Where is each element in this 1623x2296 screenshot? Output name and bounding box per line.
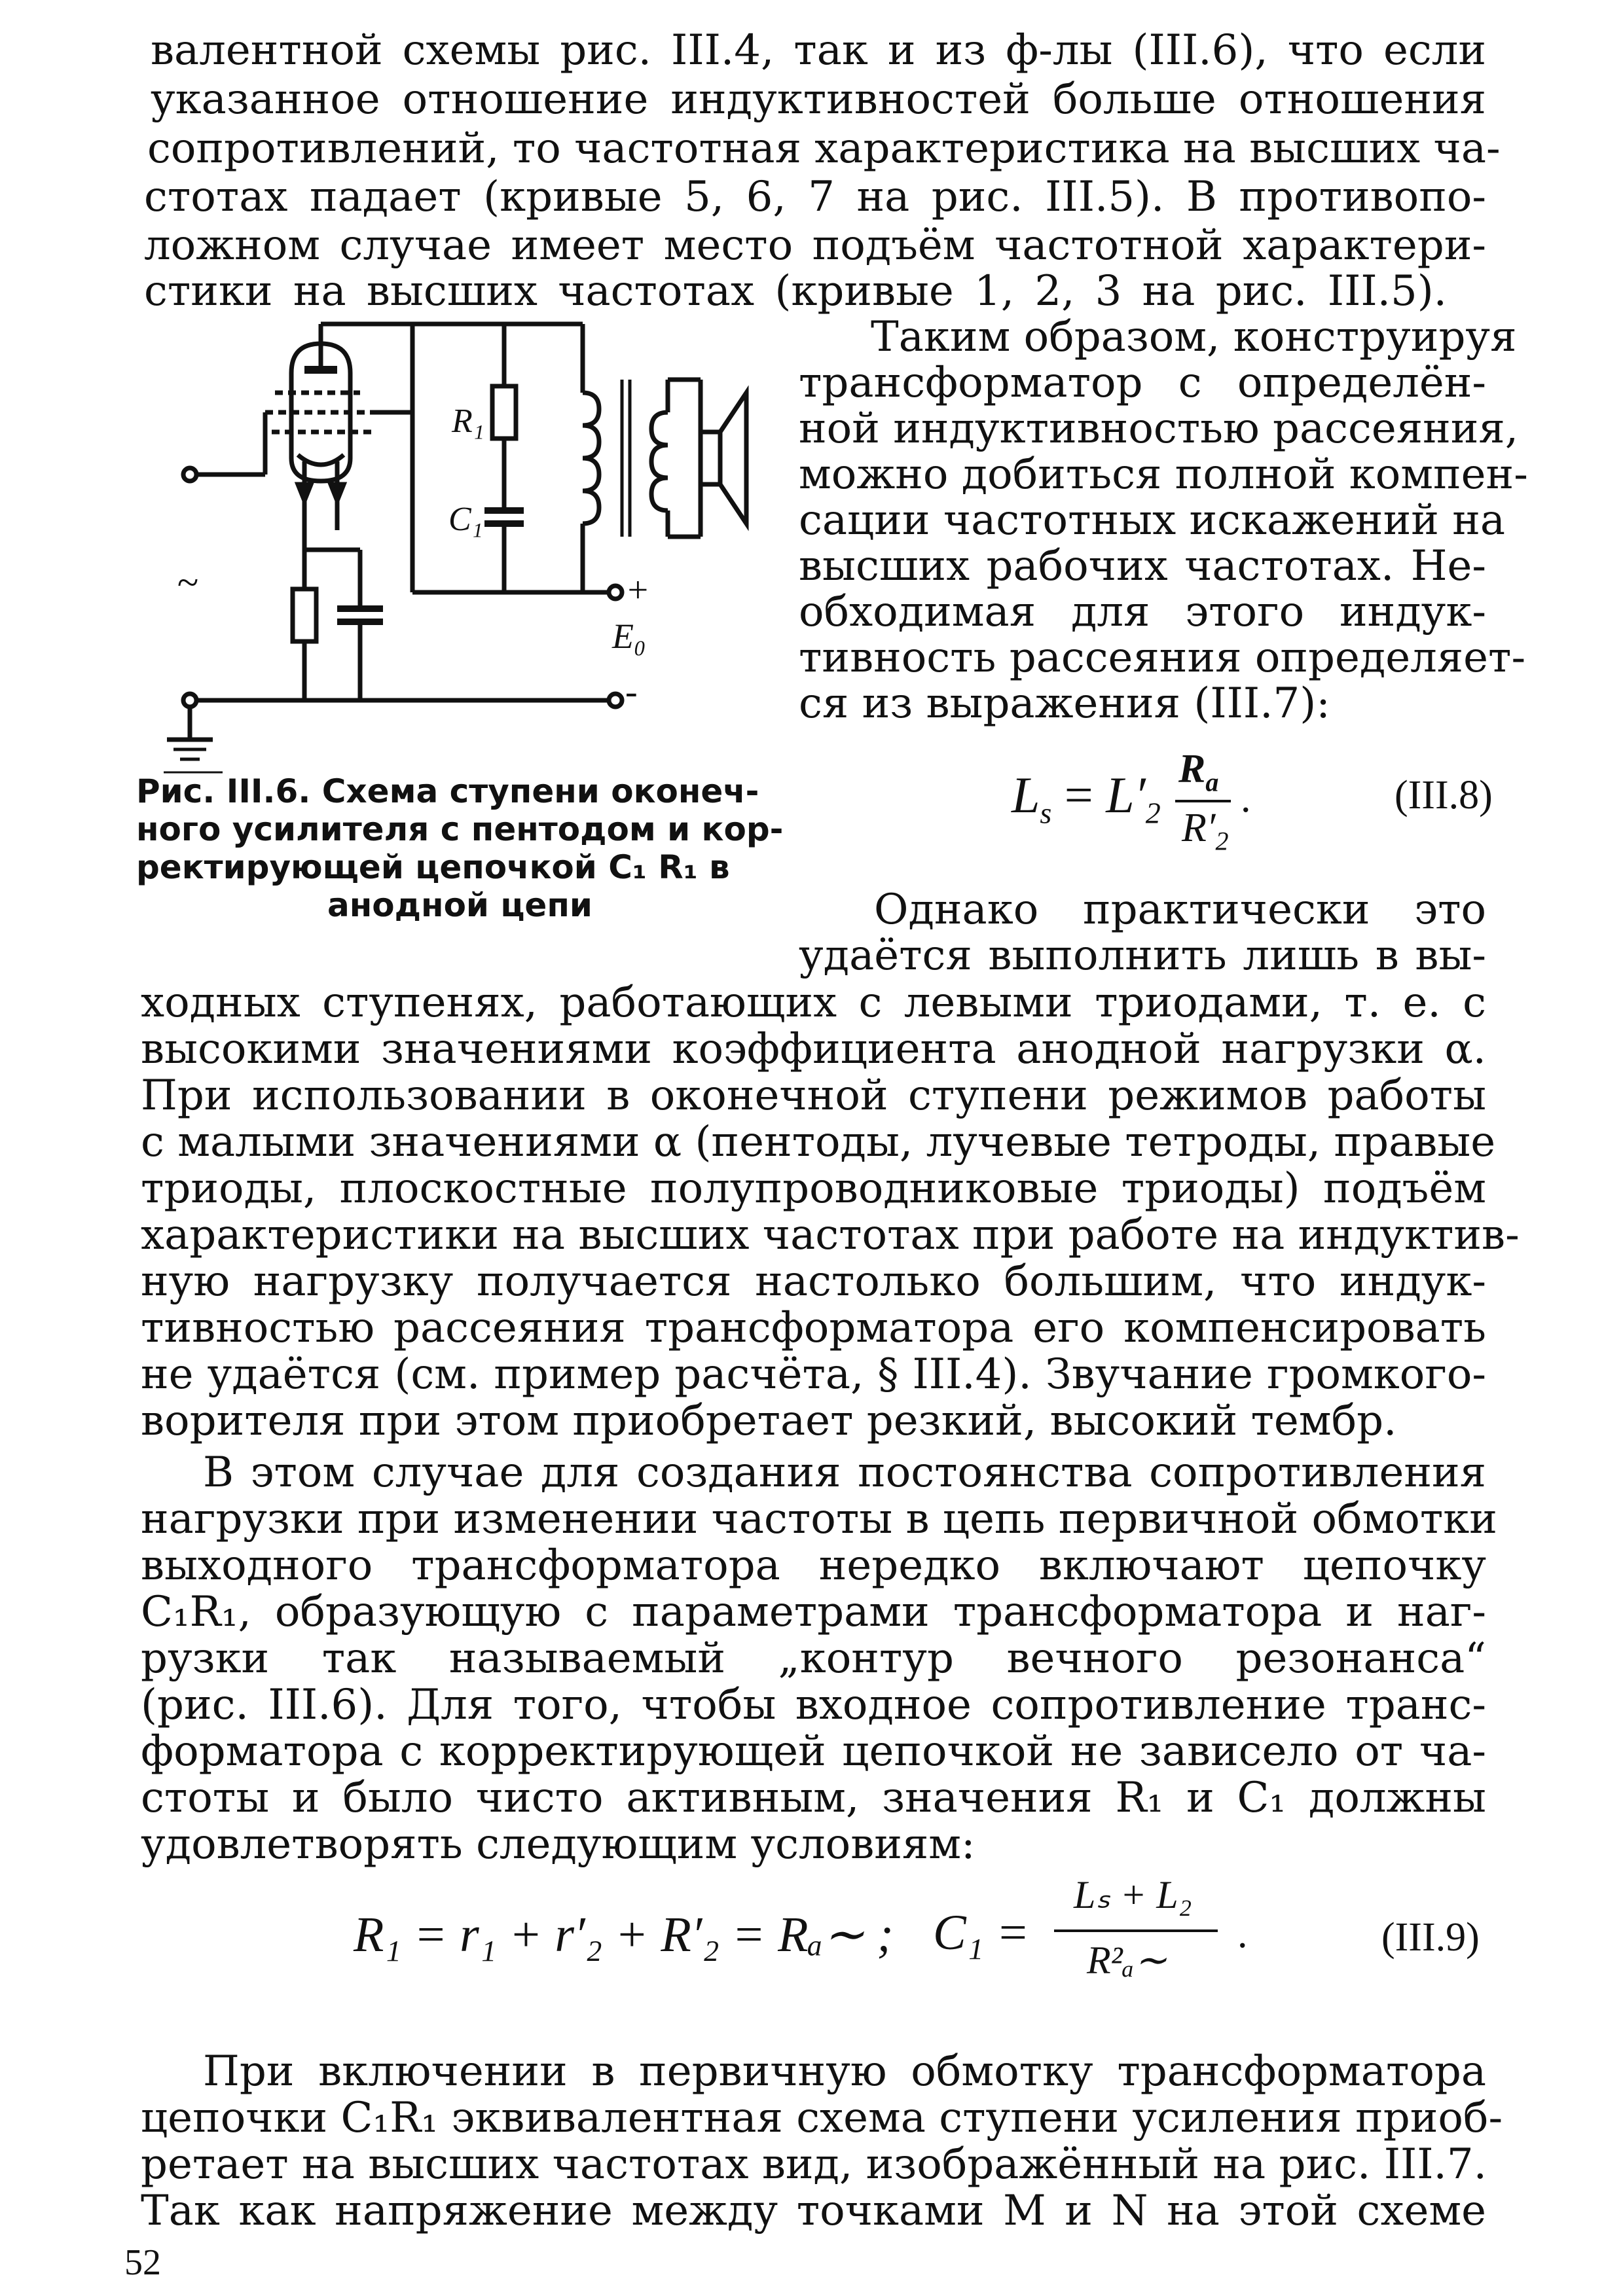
eq9-number: (III.9) [1381, 1915, 1480, 1960]
eq8-lhs: L [1012, 766, 1040, 823]
caption-line: ного усилителя с пентодом и кор- [136, 810, 784, 848]
eq9-den: R²ₐ∼ [1087, 1939, 1167, 1982]
resistor-icon [492, 386, 516, 439]
text-line: высших рабочих частотах. Не- [799, 542, 1486, 590]
text-line: ходных ступенях, работающих с левыми триодами, т. е. с [141, 978, 1486, 1027]
text-line: характеристики на высших частотах при работе на индуктив- [141, 1211, 1520, 1259]
text-line: рузки так называемый „контур вечного резонанса“ [141, 1634, 1486, 1683]
text-line: ся из выражения (III.7): [799, 679, 1330, 728]
text-line: C₁R₁, образующую с параметрами трансформатора и наг- [141, 1588, 1486, 1636]
text-line: валентной схемы рис. III.4, так и из ф-лы (III.6), что если [151, 26, 1486, 75]
text-line: удаётся выполнить лишь в вы- [799, 931, 1486, 980]
text-line: выходного трансформатора нередко включают цепочку [141, 1541, 1486, 1590]
label-plus: + [625, 570, 650, 611]
eq8-lhs-sub: s [1040, 796, 1052, 830]
text-line: При включении в первичную обмотку трансформатора [203, 2047, 1486, 2096]
eq8-rhs: L′ [1106, 766, 1146, 823]
text-line: тивностью рассеяния трансформатора его компенсировать [141, 1304, 1486, 1352]
eq8-den-sub: 2 [1215, 826, 1229, 856]
text-line: высокими значениями коэффициента анодной нагрузки α. [141, 1025, 1486, 1073]
label-minus: - [625, 672, 638, 712]
text-line: нагрузки при изменении частоты в цепь первичной обмотки [141, 1495, 1497, 1543]
text-line: обходимая для этого индук- [799, 588, 1486, 636]
text-line: Таким образом, конструируя [871, 313, 1517, 361]
eq8-fraction-bar [1175, 800, 1231, 802]
text-line: трансформатор с определён- [799, 359, 1486, 407]
text-line: стоты и было чисто активным, значения R₁ и C₁ должны [141, 1774, 1486, 1822]
label-ac: ~ [177, 561, 198, 604]
eq8-number: (III.8) [1395, 773, 1493, 817]
text-line: удовлетворять следующим условиям: [141, 1820, 976, 1869]
text-line: ную нагрузку получается настолько большим, что индук- [141, 1257, 1486, 1306]
caption-line: ректирующей цепочкой C₁ R₁ в [136, 848, 730, 886]
speaker-icon [701, 432, 720, 484]
label-c1: C₁ [448, 501, 483, 538]
label-r1: R₁ [452, 403, 484, 440]
text-line: ной индуктивностью рассеяния, [799, 404, 1519, 453]
text-line: стотах падает (кривые 5, 6, 7 на рис. III.5). В противопо- [144, 173, 1486, 221]
text-line: не удаётся (см. пример расчёта, § III.4). Звучание громкого- [141, 1350, 1486, 1399]
eq9-num: Lₛ + L₂ [1074, 1873, 1192, 1916]
text-line: можно добиться полной компен- [799, 450, 1528, 499]
text-line: с малыми значениями α (пентоды, лучевые тетроды, правые [141, 1118, 1496, 1166]
page-number: 52 [124, 2242, 161, 2283]
text-line: Так как напряжение между точками M и N на этой схеме [141, 2187, 1486, 2235]
eq8-den: R′ [1182, 806, 1216, 850]
text-line: ворителя при этом приобретает резкий, высокий тембр. [141, 1397, 1397, 1445]
text-line: указанное отношение индуктивностей больше отношения [151, 75, 1486, 124]
caption-line: анодной цепи [327, 886, 593, 924]
caption-line: Рис. III.6. Схема ступени оконеч- [136, 772, 759, 810]
text-line: Однако практически это [874, 886, 1486, 934]
text-line: сации частотных искажений на [799, 496, 1506, 545]
text-line: ретает на высших частотах вид, изображённый на рис. III.7. [141, 2140, 1487, 2189]
eq9-c-lhs: C₁ = [933, 1905, 1030, 1960]
text-line: стики на высших частотах (кривые 1, 2, 3 на рис. III.5). [144, 267, 1447, 315]
text-line: сопротивлений, то частотная характеристика на высших ча- [147, 124, 1501, 173]
text-line: тивность рассеяния определяет- [799, 634, 1526, 682]
eq8-rhs-sub: 2 [1145, 796, 1161, 830]
text-line: (рис. III.6). Для того, чтобы входное сопротивление транс- [141, 1681, 1486, 1729]
text-line: цепочки C₁R₁ эквивалентная схема ступени усиления приоб- [141, 2094, 1503, 2142]
text-line: При использовании в оконечной ступени режимов работы [141, 1071, 1486, 1120]
label-e0: E₀ [612, 617, 646, 656]
text-line: триоды, плоскостные полупроводниковые триоды) подъём [141, 1164, 1486, 1213]
eq8-num: R [1178, 747, 1206, 791]
text-line: В этом случае для создания постоянства сопротивления [203, 1448, 1486, 1497]
text-line: форматора с корректирующей цепочкой не зависело от ча- [141, 1727, 1486, 1776]
text-line: ложном случае имеет место подъём частотной характери- [144, 221, 1486, 270]
eq9-fraction-bar [1054, 1929, 1218, 1932]
eq8-num-sub: a [1205, 767, 1219, 797]
eq9-left: R₁ = r₁ + r′₂ + R′₂ = Rₐ∼ ; [354, 1907, 894, 1962]
circuit-figure [164, 314, 831, 798]
